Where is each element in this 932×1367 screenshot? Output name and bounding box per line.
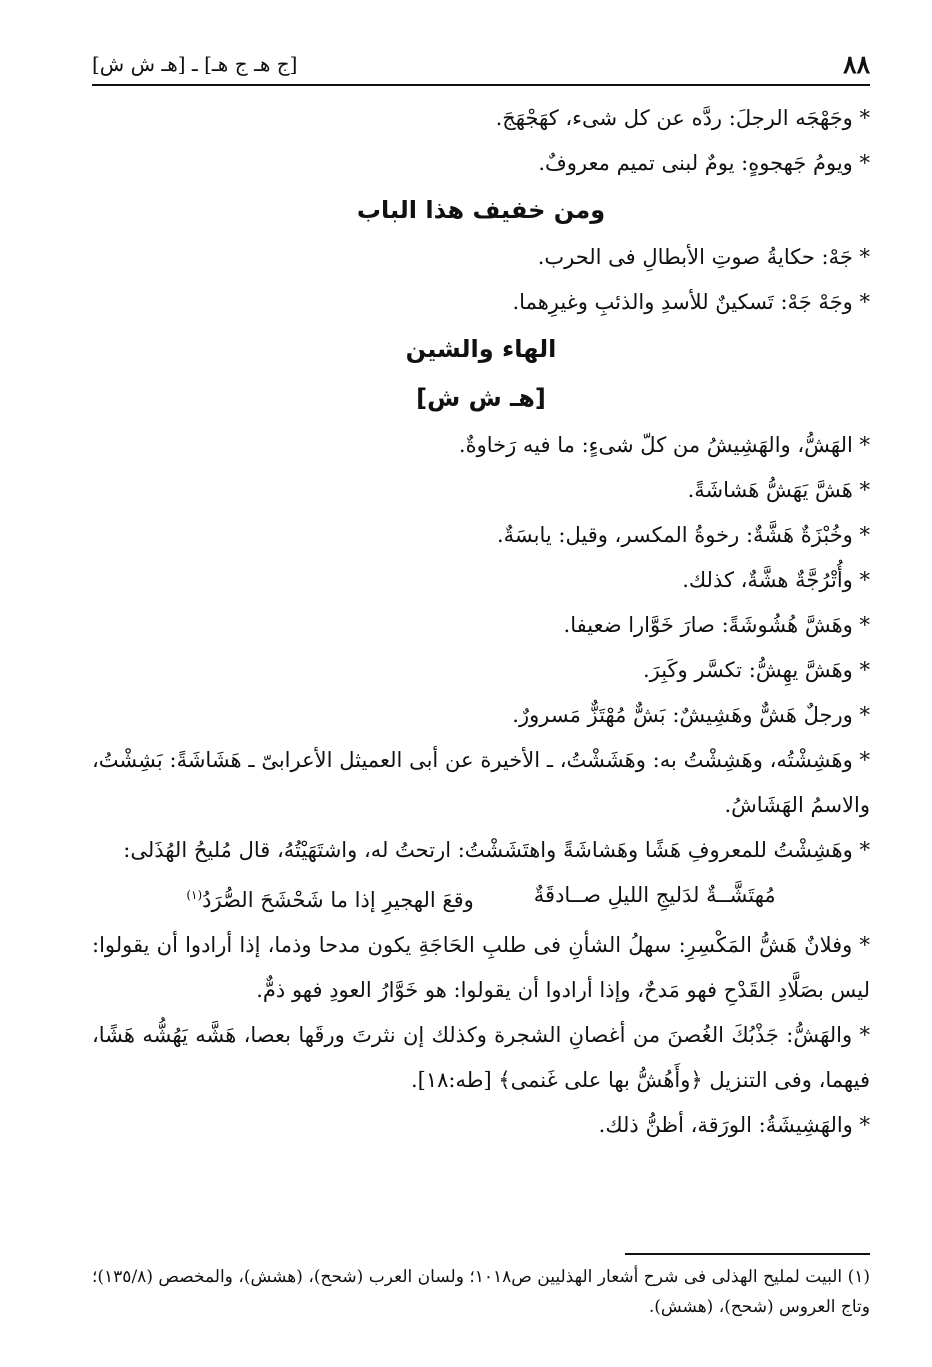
page-number: ٨٨ <box>843 49 870 79</box>
verse-hemistich-second-text: وقعَ الهجيرِ إذا ما شَحْشَحَ الصُّرَدُ <box>202 888 474 912</box>
verse-hemistich-second <box>186 873 473 923</box>
text-line: * وهَشَّ هُشُوشَةً: صارَ خَوَّارا ضعيفا. <box>563 613 870 637</box>
text-line: * وهَشَّ يهِشُّ: تكسَّر وكَبِرَ. <box>642 658 870 682</box>
text-line: * هَشَّ يَهَشُّ هَشاشَةً. <box>687 478 870 502</box>
header-rule <box>92 84 870 86</box>
footnote-item: (١) البيت لمليح الهذلى فى شرح أشعار الهذليين ص١٠١٨؛ ولسان العرب (شحح)، (هشش)، والمخصص (١٣٥/٨)؛ وتاج العروس (شحح)، (هشش). <box>92 1267 870 1317</box>
poetry-verse <box>92 873 870 923</box>
text-line: * وأُتْرُجَّةٌ هشَّةٌ، كذلك. <box>682 568 870 592</box>
footnote-rule <box>625 1253 870 1255</box>
text-line: * ويومُ جَهجوهٍ: يومٌ لبنى تميم معروفٌ. <box>538 151 870 175</box>
main-text <box>92 96 870 1148</box>
section-heading: ومن خفيف هذا الباب <box>356 196 606 224</box>
running-head: [ج هـ ج هـ] ـ [هـ ش ش] <box>92 52 298 76</box>
text-line: * وجَهْ جَهْ: تَسكينٌ للأسدِ والذئبِ وغيرِهما. <box>512 290 870 314</box>
verse-hemistich-first: مُهتَشَّــةٌ لدَليجِ الليلِ صــادقَةٌ <box>533 883 776 907</box>
text-paragraph: * وفلانٌ هَشُّ المَكْسِرِ: سهلُ الشأنِ فى طلبِ الحَاجَةِ يكون مدحا وذما، إذا أرادوا أن يقولوا: ليس بصَلَّادِ القَدْحِ فهو مَدحٌ، وإذا أرادوا أن يقولوا: هو خَوَّارُ العودِ فهو ذمٌّ. <box>92 933 870 1002</box>
page-header <box>92 46 870 82</box>
text-line: * جَهْ: حكايةُ صوتِ الأبطالِ فى الحرب. <box>537 245 870 269</box>
footnotes <box>92 1262 870 1322</box>
text-paragraph: * والهَشُّ: جَذْبُكَ الغُصنَ من أغصانِ الشجرة وكذلك إن نثرتَ ورقَها بعصا، هَشَّه يَهُشُّه هَشًا، فيهما، وفى التنزيل ﴿وأَهُشُّ بها على غَنمى﴾ [طه:١٨]. <box>92 1023 870 1092</box>
text-line: * وجَهْجَه الرجلَ: ردَّه عن كل شىء، كهَجْهَجَ. <box>495 106 870 130</box>
text-line: * الهَشُّ، والهَشِيشُ من كلّ شىءٍ: ما فيه رَخاوةٌ. <box>458 433 870 457</box>
footnote-ref: (١) <box>186 888 203 902</box>
chapter-heading: الهاء والشين <box>405 335 557 363</box>
text-line: * وخُبْزَةٌ هَشَّةٌ: رخوةُ المكسر، وقيل: يابسَةٌ. <box>496 523 870 547</box>
text-paragraph: * وهَشِشْتُ للمعروفِ هَشًا وهَشاشَةً واهتَشَشْتُ: ارتحتُ له، واشتَهَيْتُهُ، قال مُليحُ الهُذَلى: <box>123 838 870 862</box>
text-paragraph: * وهَشِشْتُه، وهَشِشْتُ به: وهَشَشْتُ، ـ الأخيرة عن أبى العميثل الأعرابىّ ـ هَشَاشَةً: بَشِشْتُ، والاسمُ الهَشَاشُ. <box>92 748 870 817</box>
root-heading: [هـ ش ش] <box>416 384 546 412</box>
text-line: * ورجلٌ هَشٌّ وهَشِيشٌ: بَشٌّ مُهْتَزٌّ مَسرورٌ. <box>512 703 870 727</box>
text-line: * والهَشِيشَةُ: الورَقة، أظنُّ ذلك. <box>598 1113 870 1137</box>
